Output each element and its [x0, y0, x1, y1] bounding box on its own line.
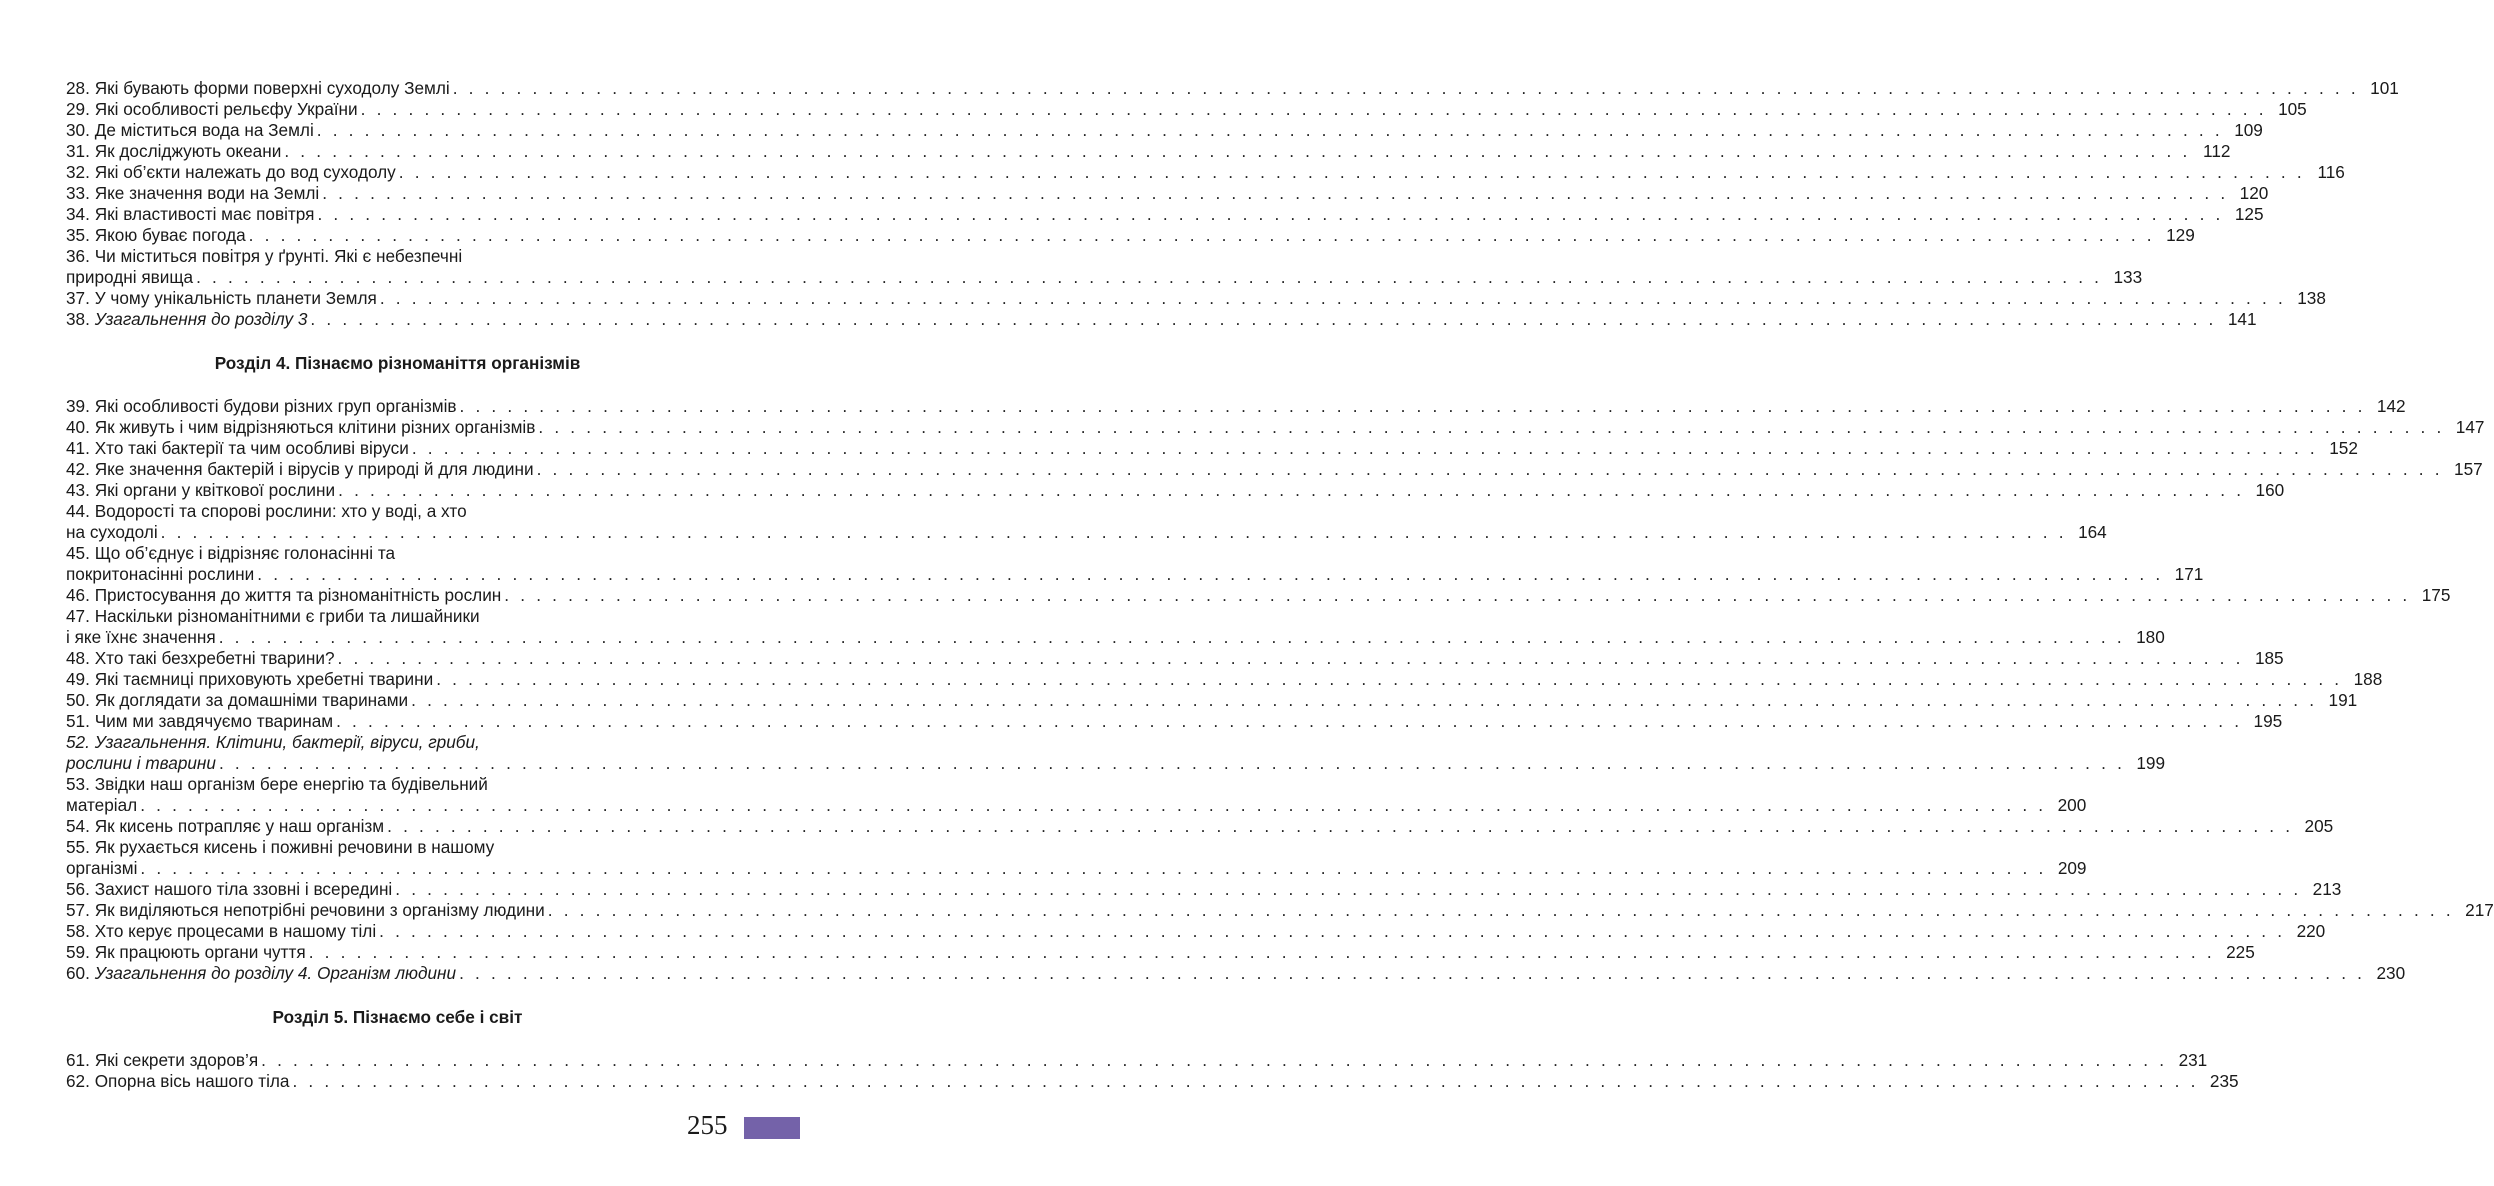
entry-title-cell [66, 480, 338, 501]
entry-title-cell [66, 816, 387, 837]
toc-entry-line [66, 246, 729, 267]
entry-page: 164 [2078, 522, 2107, 542]
entry-number: 38. [66, 309, 90, 329]
entry-title-cell [66, 522, 161, 543]
entry-title-cell [66, 417, 538, 438]
table-of-contents [66, 78, 2494, 1092]
entry-title-cell [66, 564, 257, 585]
toc-entry[interactable] [66, 99, 2307, 120]
dot-leader: . . . . . . . . . . . . . . . . . . . . . . . . . . . . . . . . . . . . . . . . . . . . . . . . . . . . . . . . . . . . . . . . . . . . . . . . . . . . . . . . . . . . . . . . . . . . . . . . . . . . . . . . . . . . . . . . . . . . . . . . [218, 753, 2126, 773]
dot-leader: . . . . . . . . . . . . . . . . . . . . . . . . . . . . . . . . . . . . . . . . . . . . . . . . . . . . . . . . . . . . . . . . . . . . . . . . . . . . . . . . . . . . . . . . . . . . . . . . . . . . . . . . . . . . . . . . . . . . . . . . [322, 183, 2229, 203]
section-color-tab [744, 1117, 800, 1139]
entry-page: 231 [2178, 1050, 2208, 1070]
dot-leader: . . . . . . . . . . . . . . . . . . . . . . . . . . . . . . . . . . . . . . . . . . . . . . . . . . . . . . . . . . . . . . . . . . . . . . . . . . . . . . . . . . . . . . . . . . . . . . . . . . . . . . . . . . . . . . . . . . . . . . . . [411, 438, 2318, 458]
toc-entry-row [66, 963, 2406, 984]
entry-number: 58. [66, 921, 90, 941]
toc-entry[interactable] [66, 225, 2195, 246]
entry-number: 34. [66, 204, 90, 224]
dot-leader: . . . . . . . . . . . . . . . . . . . . . . . . . . . . . . . . . . . . . . . . . . . . . . . . . . . . . . . . . . . . . . . . . . . . . . . . . . . . . . . . . . . . . . . . . . . . . . . . . . . . . . . . . . . . . . . . . . . . . . . . [547, 900, 2454, 920]
entry-page: 225 [2226, 942, 2255, 962]
entry-number: 40. [66, 417, 90, 437]
entry-title: Узагальнення до розділу 4. Організм людини [94, 963, 457, 983]
toc-entry-row [66, 183, 2269, 204]
entry-page: 199 [2136, 753, 2166, 773]
toc-entry[interactable] [66, 459, 2483, 480]
entry-title: рослини і тварини [66, 753, 216, 773]
dot-leader: . . . . . . . . . . . . . . . . . . . . . . . . . . . . . . . . . . . . . . . . . . . . . . . . . . . . . . . . . . . . . . . . . . . . . . . . . . . . . . . . . . . . . . . . . . . . . . . . . . . . . . . . . . . . . . . . . . . . . . . . [316, 120, 2223, 140]
toc-entry-line [66, 501, 729, 522]
entry-page: 141 [2227, 309, 2257, 329]
toc-entry[interactable] [66, 417, 2485, 438]
entry-title-cell [66, 459, 537, 480]
toc-entry[interactable] [66, 162, 2345, 183]
toc-entry[interactable] [66, 501, 2107, 543]
entry-number: 36. [66, 246, 90, 266]
toc-entry-row [66, 669, 2383, 690]
entry-title: природні явища [66, 267, 194, 287]
entry-title-cell [66, 267, 196, 288]
dot-leader: . . . . . . . . . . . . . . . . . . . . . . . . . . . . . . . . . . . . . . . . . . . . . . . . . . . . . . . . . . . . . . . . . . . . . . . . . . . . . . . . . . . . . . . . . . . . . . . . . . . . . . . . . . . . . . . . . . . . . . . . [387, 816, 2294, 836]
entry-number: 48. [66, 648, 90, 668]
toc-entry-row [66, 141, 2231, 162]
toc-entry-row [66, 99, 2307, 120]
dot-leader: . . . . . . . . . . . . . . . . . . . . . . . . . . . . . . . . . . . . . . . . . . . . . . . . . . . . . . . . . . . . . . . . . . . . . . . . . . . . . . . . . . . . . . . . . . . . . . . . . . . . . . . . . . . . . . . . . . . . . . . . [452, 78, 2359, 98]
dot-leader: . . . . . . . . . . . . . . . . . . . . . . . . . . . . . . . . . . . . . . . . . . . . . . . . . . . . . . . . . . . . . . . . . . . . . . . . . . . . . . . . . . . . . . . . . . . . . . . . . . . . . . . . . . . . . . . . . . . . . . . . [261, 1050, 2168, 1070]
entry-page: 120 [2239, 183, 2269, 203]
entry-number: 35. [66, 225, 90, 245]
entry-number: 44. [66, 501, 90, 521]
entry-title: Які бувають форми поверхні суходолу Землі [94, 78, 450, 98]
entry-page: 116 [2317, 162, 2345, 182]
entry-title: Яке значення води на Землі [94, 183, 320, 203]
toc-entry[interactable] [66, 879, 2342, 900]
toc-entry-row [66, 858, 2087, 879]
entry-title-cell [66, 183, 322, 204]
entry-title: матеріал [66, 795, 138, 815]
entry-title: Якою буває погода [94, 225, 246, 245]
entry-title-cell [66, 162, 399, 183]
toc-entry[interactable] [66, 921, 2326, 942]
entry-title-cell [66, 309, 310, 330]
entry-title: Як доглядати за домашніми тваринами [94, 690, 409, 710]
entry-title: Пристосування до життя та різноманітність рослин [94, 585, 502, 605]
dot-leader: . . . . . . . . . . . . . . . . . . . . . . . . . . . . . . . . . . . . . . . . . . . . . . . . . . . . . . . . . . . . . . . . . . . . . . . . . . . . . . . . . . . . . . . . . . . . . . . . . . . . . . . . . . . . . . . . . . . . . . . . [257, 564, 2164, 584]
entry-page: 180 [2136, 627, 2165, 647]
entry-page: 230 [2376, 963, 2406, 983]
toc-entry[interactable] [66, 711, 2283, 732]
entry-page: 125 [2234, 204, 2264, 224]
entry-number: 61. [66, 1050, 90, 1070]
entry-title: Хто такі безхребетні тварини? [94, 648, 335, 668]
entry-number: 50. [66, 690, 90, 710]
entry-number: 56. [66, 879, 90, 899]
entry-title: і яке їхнє значення [66, 627, 216, 647]
entry-page: 138 [2297, 288, 2326, 308]
dot-leader: . . . . . . . . . . . . . . . . . . . . . . . . . . . . . . . . . . . . . . . . . . . . . . . . . . . . . . . . . . . . . . . . . . . . . . . . . . . . . . . . . . . . . . . . . . . . . . . . . . . . . . . . . . . . . . . . . . . . . . . . [538, 417, 2445, 437]
toc-entry[interactable] [66, 900, 2494, 921]
entry-number: 53. [66, 774, 90, 794]
toc-entry-row [66, 648, 2284, 669]
toc-entry[interactable] [66, 837, 2087, 879]
entry-title: Як виділяються непотрібні речовини з організму людини [94, 900, 545, 920]
toc-entry[interactable] [66, 1050, 2208, 1071]
toc-entry[interactable] [66, 669, 2383, 690]
toc-entry-row [66, 921, 2326, 942]
entry-title-cell [66, 585, 504, 606]
toc-entry-line [66, 732, 729, 753]
toc-entry-row [66, 267, 2143, 288]
entry-number: 37. [66, 288, 90, 308]
entry-title-cell [66, 225, 249, 246]
entry-page: 147 [2455, 417, 2485, 437]
toc-entry-row [66, 753, 2166, 774]
entry-number: 60. [66, 963, 90, 983]
entry-title: Хто такі бактерії та чим особливі віруси [94, 438, 409, 458]
entry-page: 217 [2465, 900, 2494, 920]
toc-entry[interactable] [66, 204, 2264, 225]
toc-entry[interactable] [66, 396, 2406, 417]
toc-entry[interactable] [66, 585, 2451, 606]
entry-page: 157 [2454, 459, 2483, 479]
entry-title-cell [66, 648, 338, 669]
dot-leader: . . . . . . . . . . . . . . . . . . . . . . . . . . . . . . . . . . . . . . . . . . . . . . . . . . . . . . . . . . . . . . . . . . . . . . . . . . . . . . . . . . . . . . . . . . . . . . . . . . . . . . . . . . . . . . . . . . . . . . . . [504, 585, 2411, 605]
dot-leader: . . . . . . . . . . . . . . . . . . . . . . . . . . . . . . . . . . . . . . . . . . . . . . . . . . . . . . . . . . . . . . . . . . . . . . . . . . . . . . . . . . . . . . . . . . . . . . . . . . . . . . . . . . . . . . . . . . . . . . . . [160, 522, 2067, 542]
entry-title: Які секрети здоров’я [94, 1050, 259, 1070]
entry-title: на суходолі [66, 522, 158, 542]
entry-number: 32. [66, 162, 90, 182]
toc-entry-row [66, 879, 2342, 900]
entry-page: 175 [2421, 585, 2451, 605]
entry-page: 235 [2209, 1071, 2239, 1091]
toc-entry-row [66, 459, 2483, 480]
entry-number: 54. [66, 816, 90, 836]
entry-page: 188 [2353, 669, 2383, 689]
toc-entry-line [66, 837, 729, 858]
entry-page: 133 [2113, 267, 2143, 287]
entry-number: 43. [66, 480, 90, 500]
toc-entry-row [66, 522, 2107, 543]
dot-leader: . . . . . . . . . . . . . . . . . . . . . . . . . . . . . . . . . . . . . . . . . . . . . . . . . . . . . . . . . . . . . . . . . . . . . . . . . . . . . . . . . . . . . . . . . . . . . . . . . . . . . . . . . . . . . . . . . . . . . . . . [218, 627, 2125, 647]
toc-entry-row [66, 585, 2451, 606]
entry-title-cell [66, 78, 453, 99]
dot-leader: . . . . . . . . . . . . . . . . . . . . . . . . . . . . . . . . . . . . . . . . . . . . . . . . . . . . . . . . . . . . . . . . . . . . . . . . . . . . . . . . . . . . . . . . . . . . . . . . . . . . . . . . . . . . . . . . . . . . . . . . [379, 288, 2286, 308]
entry-title: Хто керує процесами в нашому тілі [94, 921, 377, 941]
entry-title-cell [66, 120, 317, 141]
entry-page: 220 [2296, 921, 2326, 941]
toc-entry[interactable] [66, 78, 2399, 99]
entry-page: 112 [2203, 141, 2231, 161]
entry-number: 51. [66, 711, 90, 731]
entry-title: Де міститься вода на Землі [94, 120, 314, 140]
entry-title-cell [66, 1050, 261, 1071]
dot-leader: . . . . . . . . . . . . . . . . . . . . . . . . . . . . . . . . . . . . . . . . . . . . . . . . . . . . . . . . . . . . . . . . . . . . . . . . . . . . . . . . . . . . . . . . . . . . . . . . . . . . . . . . . . . . . . . . . . . . . . . . [411, 690, 2318, 710]
dot-leader: . . . . . . . . . . . . . . . . . . . . . . . . . . . . . . . . . . . . . . . . . . . . . . . . . . . . . . . . . . . . . . . . . . . . . . . . . . . . . . . . . . . . . . . . . . . . . . . . . . . . . . . . . . . . . . . . . . . . . . . . [459, 396, 2366, 416]
toc-entry-line [66, 774, 729, 795]
entry-title-cell [66, 288, 380, 309]
toc-entry[interactable] [66, 480, 2285, 501]
toc-entry-line [66, 606, 729, 627]
entry-page: 195 [2253, 711, 2283, 731]
dot-leader: . . . . . . . . . . . . . . . . . . . . . . . . . . . . . . . . . . . . . . . . . . . . . . . . . . . . . . . . . . . . . . . . . . . . . . . . . . . . . . . . . . . . . . . . . . . . . . . . . . . . . . . . . . . . . . . . . . . . . . . . [292, 1071, 2199, 1091]
dot-leader: . . . . . . . . . . . . . . . . . . . . . . . . . . . . . . . . . . . . . . . . . . . . . . . . . . . . . . . . . . . . . . . . . . . . . . . . . . . . . . . . . . . . . . . . . . . . . . . . . . . . . . . . . . . . . . . . . . . . . . . . [308, 942, 2215, 962]
entry-page: 142 [2376, 396, 2406, 416]
dot-leader: . . . . . . . . . . . . . . . . . . . . . . . . . . . . . . . . . . . . . . . . . . . . . . . . . . . . . . . . . . . . . . . . . . . . . . . . . . . . . . . . . . . . . . . . . . . . . . . . . . . . . . . . . . . . . . . . . . . . . . . . [398, 162, 2305, 182]
entry-number: 47. [66, 606, 90, 626]
entry-title: Які об’єкти належать до вод суходолу [94, 162, 396, 182]
entry-number: 29. [66, 99, 90, 119]
entry-title-cell [66, 921, 379, 942]
entry-page: 101 [2370, 78, 2399, 98]
entry-title-cell [66, 942, 309, 963]
toc-entry-row [66, 225, 2195, 246]
toc-entry[interactable] [66, 732, 2166, 774]
entry-page: 171 [2174, 564, 2204, 584]
entry-title: Узагальнення. Клітини, бактерії, віруси, гриби, [94, 732, 480, 752]
entry-title-cell [66, 204, 317, 225]
entry-number: 33. [66, 183, 90, 203]
toc-entry-row [66, 900, 2494, 921]
entry-title: Чим ми завдячуємо тваринам [94, 711, 334, 731]
toc-entry[interactable] [66, 942, 2255, 963]
entry-title-cell [66, 99, 361, 120]
entry-page: 129 [2166, 225, 2195, 245]
entry-title-cell [66, 141, 284, 162]
dot-leader: . . . . . . . . . . . . . . . . . . . . . . . . . . . . . . . . . . . . . . . . . . . . . . . . . . . . . . . . . . . . . . . . . . . . . . . . . . . . . . . . . . . . . . . . . . . . . . . . . . . . . . . . . . . . . . . . . . . . . . . . [337, 648, 2244, 668]
entry-title: організмі [66, 858, 138, 878]
toc-entry[interactable] [66, 543, 2204, 585]
entry-page: 209 [2057, 858, 2087, 878]
entry-number: 42. [66, 459, 90, 479]
entry-title-cell [66, 879, 395, 900]
toc-entry-row [66, 942, 2255, 963]
entry-title: Що об’єднує і відрізняє голонасінні та [94, 543, 396, 563]
dot-leader: . . . . . . . . . . . . . . . . . . . . . . . . . . . . . . . . . . . . . . . . . . . . . . . . . . . . . . . . . . . . . . . . . . . . . . . . . . . . . . . . . . . . . . . . . . . . . . . . . . . . . . . . . . . . . . . . . . . . . . . . [140, 858, 2047, 878]
dot-leader: . . . . . . . . . . . . . . . . . . . . . . . . . . . . . . . . . . . . . . . . . . . . . . . . . . . . . . . . . . . . . . . . . . . . . . . . . . . . . . . . . . . . . . . . . . . . . . . . . . . . . . . . . . . . . . . . . . . . . . . . [436, 669, 2343, 689]
toc-entry-row [66, 417, 2485, 438]
entry-title: Чи міститься повітря у ґрунті. Які є небезпечні [94, 246, 463, 266]
entry-title: Опорна вісь нашого тіла [94, 1071, 290, 1091]
entry-number: 28. [66, 78, 90, 98]
section-heading: Розділ 4. Пізнаємо різноманіття організмів [214, 353, 581, 373]
dot-leader: . . . . . . . . . . . . . . . . . . . . . . . . . . . . . . . . . . . . . . . . . . . . . . . . . . . . . . . . . . . . . . . . . . . . . . . . . . . . . . . . . . . . . . . . . . . . . . . . . . . . . . . . . . . . . . . . . . . . . . . . [360, 99, 2267, 119]
entry-title-cell [66, 711, 336, 732]
toc-entry-line [66, 543, 729, 564]
entry-title-cell [66, 396, 460, 417]
entry-title: Як кисень потрапляє у наш організм [94, 816, 385, 836]
dot-leader: . . . . . . . . . . . . . . . . . . . . . . . . . . . . . . . . . . . . . . . . . . . . . . . . . . . . . . . . . . . . . . . . . . . . . . . . . . . . . . . . . . . . . . . . . . . . . . . . . . . . . . . . . . . . . . . . . . . . . . . . [284, 141, 2191, 161]
toc-entry-row [66, 204, 2264, 225]
toc-entry[interactable] [66, 606, 2165, 648]
toc-entry-row [66, 564, 2204, 585]
entry-number: 49. [66, 669, 90, 689]
dot-leader: . . . . . . . . . . . . . . . . . . . . . . . . . . . . . . . . . . . . . . . . . . . . . . . . . . . . . . . . . . . . . . . . . . . . . . . . . . . . . . . . . . . . . . . . . . . . . . . . . . . . . . . . . . . . . . . . . . . . . . . . [336, 711, 2243, 731]
dot-leader: . . . . . . . . . . . . . . . . . . . . . . . . . . . . . . . . . . . . . . . . . . . . . . . . . . . . . . . . . . . . . . . . . . . . . . . . . . . . . . . . . . . . . . . . . . . . . . . . . . . . . . . . . . . . . . . . . . . . . . . . [395, 879, 2302, 899]
entry-number: 31. [66, 141, 90, 161]
toc-entry-row [66, 711, 2283, 732]
dot-leader: . . . . . . . . . . . . . . . . . . . . . . . . . . . . . . . . . . . . . . . . . . . . . . . . . . . . . . . . . . . . . . . . . . . . . . . . . . . . . . . . . . . . . . . . . . . . . . . . . . . . . . . . . . . . . . . . . . . . . . . . [459, 963, 2366, 983]
toc-entry-row [66, 795, 2087, 816]
entry-number: 46. [66, 585, 90, 605]
toc-entry[interactable] [66, 690, 2358, 711]
section-heading: Розділ 5. Пізнаємо себе і світ [272, 1007, 523, 1027]
entry-title: Звідки наш організм бере енергію та будівельний [94, 774, 488, 794]
entry-title: Які властивості має повітря [94, 204, 315, 224]
entry-page: 152 [2329, 438, 2358, 458]
entry-page: 205 [2304, 816, 2334, 836]
entry-title-cell [66, 627, 219, 648]
entry-number: 55. [66, 837, 90, 857]
toc-entry-row [66, 690, 2358, 711]
toc-entry-row [66, 78, 2399, 99]
entry-number: 52. [66, 732, 90, 752]
entry-title-cell [66, 858, 140, 879]
page-number: 255 [687, 1110, 728, 1140]
toc-entry[interactable] [66, 120, 2263, 141]
entry-title-cell [66, 753, 219, 774]
entry-title: Які органи у квіткової рослини [94, 480, 336, 500]
entry-title: Захист нашого тіла ззовні і всередині [94, 879, 393, 899]
entry-title-cell [66, 963, 459, 984]
dot-leader: . . . . . . . . . . . . . . . . . . . . . . . . . . . . . . . . . . . . . . . . . . . . . . . . . . . . . . . . . . . . . . . . . . . . . . . . . . . . . . . . . . . . . . . . . . . . . . . . . . . . . . . . . . . . . . . . . . . . . . . . [536, 459, 2443, 479]
entry-page: 185 [2254, 648, 2284, 668]
toc-entry[interactable] [66, 288, 2326, 309]
toc-entry[interactable] [66, 438, 2358, 459]
dot-leader: . . . . . . . . . . . . . . . . . . . . . . . . . . . . . . . . . . . . . . . . . . . . . . . . . . . . . . . . . . . . . . . . . . . . . . . . . . . . . . . . . . . . . . . . . . . . . . . . . . . . . . . . . . . . . . . . . . . . . . . . [317, 204, 2224, 224]
toc-entry-row [66, 1071, 2239, 1092]
dot-leader: . . . . . . . . . . . . . . . . . . . . . . . . . . . . . . . . . . . . . . . . . . . . . . . . . . . . . . . . . . . . . . . . . . . . . . . . . . . . . . . . . . . . . . . . . . . . . . . . . . . . . . . . . . . . . . . . . . . . . . . . [310, 309, 2217, 329]
toc-entry[interactable] [66, 309, 2257, 330]
toc-entry-row [66, 396, 2406, 417]
toc-entry-row [66, 162, 2345, 183]
toc-entry-row [66, 816, 2334, 837]
toc-entry[interactable] [66, 816, 2334, 837]
entry-page: 105 [2278, 99, 2307, 119]
entry-title-cell [66, 690, 411, 711]
toc-entry[interactable] [66, 648, 2284, 669]
entry-title-cell [66, 438, 412, 459]
dot-leader: . . . . . . . . . . . . . . . . . . . . . . . . . . . . . . . . . . . . . . . . . . . . . . . . . . . . . . . . . . . . . . . . . . . . . . . . . . . . . . . . . . . . . . . . . . . . . . . . . . . . . . . . . . . . . . . . . . . . . . . . [379, 921, 2286, 941]
toc-entry-row [66, 309, 2257, 330]
entry-title: У чому унікальність планети Земля [94, 288, 377, 308]
dot-leader: . . . . . . . . . . . . . . . . . . . . . . . . . . . . . . . . . . . . . . . . . . . . . . . . . . . . . . . . . . . . . . . . . . . . . . . . . . . . . . . . . . . . . . . . . . . . . . . . . . . . . . . . . . . . . . . . . . . . . . . . [140, 795, 2047, 815]
entry-page: 200 [2057, 795, 2087, 815]
toc-entry[interactable] [66, 963, 2406, 984]
entry-title: Як живуть і чим відрізняються клітини різних організмів [94, 417, 536, 437]
entry-title: Як працюють органи чуття [94, 942, 306, 962]
toc-entry-row [66, 288, 2326, 309]
entry-title: Водорості та спорові рослини: хто у воді, а хто [94, 501, 467, 521]
entry-page: 160 [2255, 480, 2285, 500]
toc-entry-row [66, 480, 2285, 501]
entry-title: Узагальнення до розділу 3 [94, 309, 308, 329]
entry-number: 59. [66, 942, 90, 962]
entry-page: 213 [2312, 879, 2342, 899]
entry-title: покритонасінні рослини [66, 564, 255, 584]
entry-title: Які особливості рельєфу України [94, 99, 358, 119]
entry-number: 45. [66, 543, 90, 563]
toc-entry-row [66, 627, 2165, 648]
toc-entry[interactable] [66, 774, 2087, 816]
entry-title-cell [66, 669, 436, 690]
entry-number: 62. [66, 1071, 90, 1091]
entry-title: Наскільки різноманітними є гриби та лишайники [94, 606, 480, 626]
toc-entry[interactable] [66, 246, 2143, 288]
toc-entry-row [66, 438, 2358, 459]
entry-title: Як рухається кисень і поживні речовини в нашому [94, 837, 495, 857]
entry-title: Як досліджують океани [94, 141, 282, 161]
entry-number: 41. [66, 438, 90, 458]
toc-entry[interactable] [66, 141, 2231, 162]
dot-leader: . . . . . . . . . . . . . . . . . . . . . . . . . . . . . . . . . . . . . . . . . . . . . . . . . . . . . . . . . . . . . . . . . . . . . . . . . . . . . . . . . . . . . . . . . . . . . . . . . . . . . . . . . . . . . . . . . . . . . . . . [196, 267, 2103, 287]
dot-leader: . . . . . . . . . . . . . . . . . . . . . . . . . . . . . . . . . . . . . . . . . . . . . . . . . . . . . . . . . . . . . . . . . . . . . . . . . . . . . . . . . . . . . . . . . . . . . . . . . . . . . . . . . . . . . . . . . . . . . . . . [338, 480, 2245, 500]
entry-page: 191 [2328, 690, 2358, 710]
entry-title-cell [66, 1071, 292, 1092]
entry-title: Яке значення бактерій і вірусів у природі й для людини [94, 459, 534, 479]
entry-number: 57. [66, 900, 90, 920]
entry-number: 39. [66, 396, 90, 416]
toc-entry[interactable] [66, 1071, 2239, 1092]
dot-leader: . . . . . . . . . . . . . . . . . . . . . . . . . . . . . . . . . . . . . . . . . . . . . . . . . . . . . . . . . . . . . . . . . . . . . . . . . . . . . . . . . . . . . . . . . . . . . . . . . . . . . . . . . . . . . . . . . . . . . . . . [248, 225, 2155, 245]
toc-entry[interactable] [66, 183, 2269, 204]
toc-entry-row [66, 1050, 2208, 1071]
toc-entry-row [66, 120, 2263, 141]
entry-page: 109 [2234, 120, 2263, 140]
entry-title: Які таємниці приховують хребетні тварини [94, 669, 434, 689]
entry-title-cell [66, 795, 140, 816]
entry-number: 30. [66, 120, 90, 140]
entry-title: Які особливості будови різних груп організмів [94, 396, 457, 416]
entry-title-cell [66, 900, 548, 921]
